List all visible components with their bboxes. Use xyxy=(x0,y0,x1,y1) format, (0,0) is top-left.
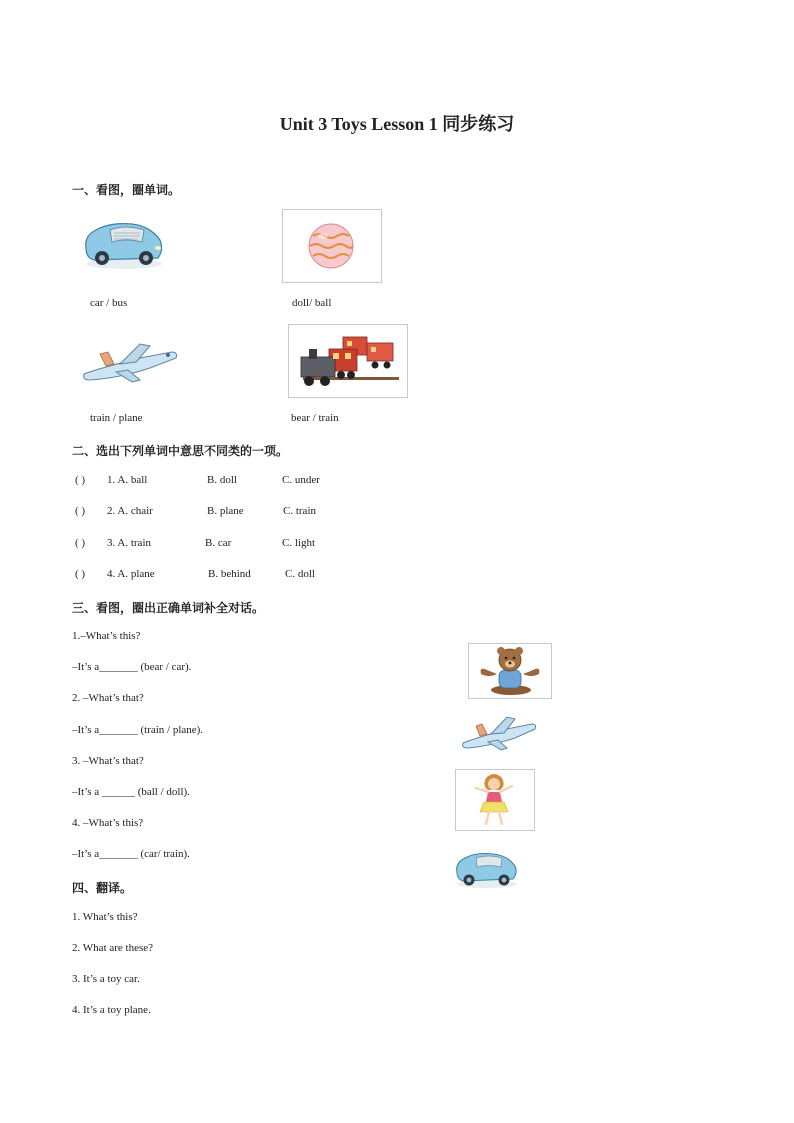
plane-picture-2 xyxy=(460,712,540,752)
q2-3-bracket: ( ) xyxy=(75,537,86,549)
q2-4-option-a: 4. A. plane xyxy=(107,568,155,580)
q2-1-option-a: 1. A. ball xyxy=(107,474,148,486)
dialogue2-question: 2. –What’s that? xyxy=(72,692,144,704)
q2-2-option-b: B. plane xyxy=(207,505,244,517)
car-picture xyxy=(80,214,166,272)
translation-item-4: 4. It’s a toy plane. xyxy=(72,1004,151,1016)
ball-picture xyxy=(282,209,382,283)
dialogue3-question: 3. –What’s that? xyxy=(72,755,144,767)
q2-3-option-a: 3. A. train xyxy=(107,537,151,549)
q3-options: train / plane xyxy=(90,412,143,424)
q2-2-bracket: ( ) xyxy=(75,505,86,517)
section3-heading: 三、看图，圈出正确单词补全对话。 xyxy=(72,601,265,615)
q2-2-option-a: 2. A. chair xyxy=(107,505,153,517)
translation-item-2: 2. What are these? xyxy=(72,942,154,954)
q2-1-bracket: ( ) xyxy=(75,474,86,486)
section4-heading: 四、翻译。 xyxy=(72,881,133,895)
dialogue2-answer: –It’s a_______ (train / plane). xyxy=(72,724,204,736)
dialogue4-answer: –It’s a_______ (car/ train). xyxy=(72,848,190,860)
q2-3-option-b: B. car xyxy=(205,537,232,549)
translation-item-1: 1. What’s this? xyxy=(72,911,138,923)
dialogue1-question: 1.–What’s this? xyxy=(72,630,141,642)
q1-options: car / bus xyxy=(90,297,128,309)
q2-4-option-b: B. behind xyxy=(208,568,251,580)
q2-2-option-c: C. train xyxy=(283,505,316,517)
bear-picture xyxy=(468,643,552,699)
q2-options: doll/ ball xyxy=(292,297,332,309)
q2-1-option-c: C. under xyxy=(282,474,320,486)
q2-4-option-c: C. doll xyxy=(285,568,315,580)
plane-picture xyxy=(80,338,182,384)
q2-3-option-c: C. light xyxy=(282,537,316,549)
translation-item-3: 3. It’s a toy car. xyxy=(72,973,140,985)
q2-4-bracket: ( ) xyxy=(75,568,86,580)
page-title: Unit 3 Toys Lesson 1 同步练习 xyxy=(279,114,515,134)
dialogue1-answer: –It’s a_______ (bear / car). xyxy=(72,661,192,673)
q2-1-option-b: B. doll xyxy=(207,474,237,486)
q4-options: bear / train xyxy=(291,412,339,424)
car-picture-2 xyxy=(452,846,520,890)
section1-heading: 一、看图，圈单词。 xyxy=(72,183,181,197)
dialogue3-answer: –It’s a ______ (ball / doll). xyxy=(72,786,190,798)
dialogue4-question: 4. –What’s this? xyxy=(72,817,144,829)
section2-heading: 二、选出下列单词中意思不同类的一项。 xyxy=(72,444,289,458)
doll-picture xyxy=(455,769,535,831)
train-picture xyxy=(288,324,408,398)
